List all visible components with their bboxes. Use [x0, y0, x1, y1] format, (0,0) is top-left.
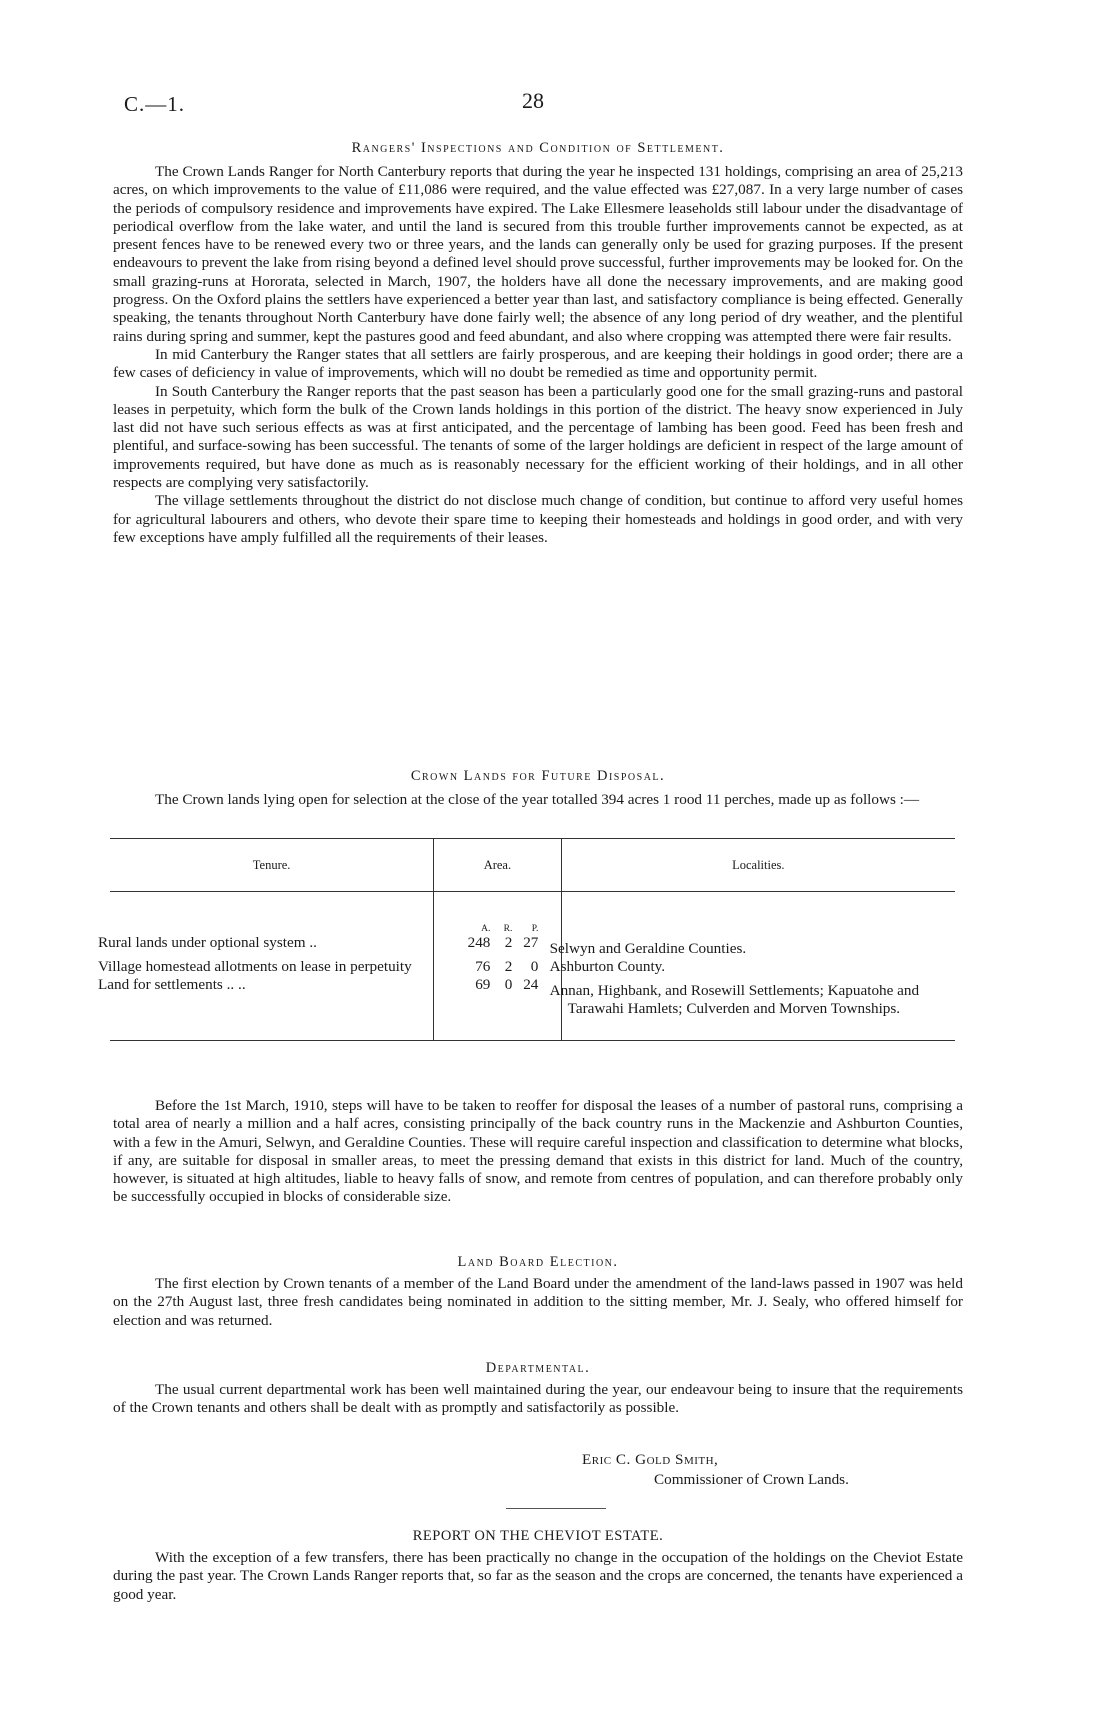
rangers-paragraph-3: In South Canterbury the Ranger reports that the past season has been a particularly good one for the small grazing-runs and pastoral leases in perpetuity, which form the bulk of the Crown lands holdings in this portion of the district. The heavy snow experienced in July last did not have such serious effects as was at first anticipated, and the percentage of lambing has been good. Feed has been fresh and plentiful, and surface-sowing has been successful. The tenants of some of the larger holdings are deficient in respect of the large amount of improvements required, but have done as much as is reasonably necessary for the efficient working of their holdings, and in all other respects are complying very satisfactorily. [113, 382, 963, 492]
signature-block [582, 1450, 849, 1490]
rangers-paragraph-1: The Crown Lands Ranger for North Canterbury reports that during the year he inspected 131 holdings, comprising an area of 25,213 acres, on which improvements to the value of £11,086 were required, and the value effected was £27,087. In a very large number of cases the periods of compulsory residence and improvements have expired. The Lake Ellesmere leaseholds still labour under the disadvantage of periodical overflow from the lake water, and until the land is secured from this trouble further improvements cannot be expected, as at present fences have to be renewed every two or three years, and the lands can generally only be used for grazing purposes. If the present endeavours to prevent the lake from rising beyond a defined level should prove successful, further improvements may be looked for. On the small grazing-runs at Hororata, selected in March, 1907, the holders have all done the necessary improvements, and are making good progress. On the Oxford plains the settlers have experienced a better year than last, and satisfactory compliance is being effected. Generally speaking, the tenants throughout North Canterbury have done fairly well; the absence of any long period of dry weather, and the plentiful rains during spring and summer, kept the pastures good and feed abundant, and also where cropping was attempted there were fair results. [113, 163, 963, 345]
units-row [110, 892, 955, 935]
section-divider [506, 1508, 606, 1509]
rangers-paragraph-2: In mid Canterbury the Ranger states that all settlers are fairly prosperous, and are keeping their holdings in good order; there are a few cases of deficiency in value of improvements, which will no doubt be remedied as time and opportunity permit. [113, 345, 963, 382]
table-row [110, 958, 955, 976]
crown-lands-table [98, 838, 955, 1041]
departmental-section [113, 1360, 963, 1418]
row-tenure: Village homestead allotments on lease in perpetuity [110, 958, 434, 976]
departmental-heading: Departmental. [485, 1360, 591, 1376]
cheviot-section [113, 1528, 963, 1604]
land-board-section [113, 1254, 963, 1330]
crown-lands-heading: Crown Lands for Future Disposal. [410, 768, 666, 784]
row-area: 248 2 27 [467, 934, 539, 951]
row-area: 76 2 0 [475, 958, 539, 975]
row-localities: Ashburton County. [549, 958, 666, 975]
land-board-paragraph: The first election by Crown tenants of a member of the Land Board under the amendment of the land-laws passed in 1907 was held on the 27th August last, three fresh candidates being nominated in addition to the sitting member, Mr. J. Sealy, who offered himself for election and was returned. [113, 1275, 963, 1329]
land-board-heading: Land Board Election. [457, 1254, 619, 1270]
header-area: Area. [434, 839, 561, 892]
document-reference: C.—1. [124, 92, 186, 116]
unit-perches: P. [531, 924, 539, 934]
rangers-section [113, 140, 963, 547]
row-area: 69 0 24 [475, 976, 539, 993]
crown-lands-intro: The Crown lands lying open for selection at the close of the year totalled 394 acres 1 rood 11 perches, made up as follows :— [155, 791, 920, 808]
row-localities: Annan, Highbank, and Rosewill Settlements; Kapuatohe and Tarawahi Hamlets; Culverden and Morven Townships. [561, 976, 955, 1041]
signatory-name: Eric C. Gold Smith, [582, 1451, 719, 1468]
cheviot-paragraph: With the exception of a few transfers, there has been practically no change in the occupation of the holdings on the Cheviot Estate during the past year. The Crown Lands Ranger reports that, so far as the season and the crops are concerned, the tenants have experienced a good year. [113, 1549, 963, 1603]
table-header-row [110, 839, 955, 892]
cheviot-heading: REPORT ON THE CHEVIOT ESTATE. [412, 1528, 664, 1544]
crown-lands-section [113, 768, 963, 809]
table-row [110, 934, 955, 958]
unit-acres: A. [481, 924, 491, 934]
row-tenure: Land for settlements .. .. [110, 976, 434, 1041]
unit-roods: R. [503, 924, 513, 934]
row-localities: Selwyn and Geraldine Counties. [549, 940, 747, 957]
signatory-title: Commissioner of Crown Lands. [654, 1471, 849, 1488]
pastoral-runs-paragraph: Before the 1st March, 1910, steps will have to be taken to reoffer for disposal the leases of a number of pastoral runs, comprising a total area of nearly a million and a half acres, consisting principally of the back country runs in the Mackenzie and Ashburton Counties, with a few in the Amuri, Selwyn, and Geraldine Counties. These will require careful inspection and classification to determine what blocks, if any, are suitable for disposal in smaller areas, to meet the pressing demand that exists in this district for land. Much of the country, however, is situated at high altitudes, liable to heavy falls of snow, and remote from centres of population, and can therefore probably only be successfully occupied in blocks of considerable size. [113, 1097, 963, 1206]
rangers-paragraph-4: The village settlements throughout the district do not disclose much change of condition, but continue to afford very useful homes for agricultural labourers and others, who devote their spare time to keeping their homesteads and holdings in good order, and with very few exceptions have amply fulfilled all the requirements of their leases. [113, 492, 963, 546]
page-number: 28 [522, 88, 544, 113]
header-localities: Localities. [561, 839, 955, 892]
table-row [110, 976, 955, 1041]
area-units [456, 924, 538, 934]
departmental-paragraph: The usual current departmental work has been well maintained during the year, our endeavour being to insure that the requirements of the Crown tenants and others shall be dealt with as promptly and satisfactorily as possible. [113, 1381, 963, 1417]
row-tenure: Rural lands under optional system .. [110, 934, 434, 958]
header-tenure: Tenure. [110, 839, 434, 892]
rangers-heading: Rangers' Inspections and Condition of Settlement. [351, 140, 725, 156]
pastoral-runs-section [113, 1097, 963, 1207]
